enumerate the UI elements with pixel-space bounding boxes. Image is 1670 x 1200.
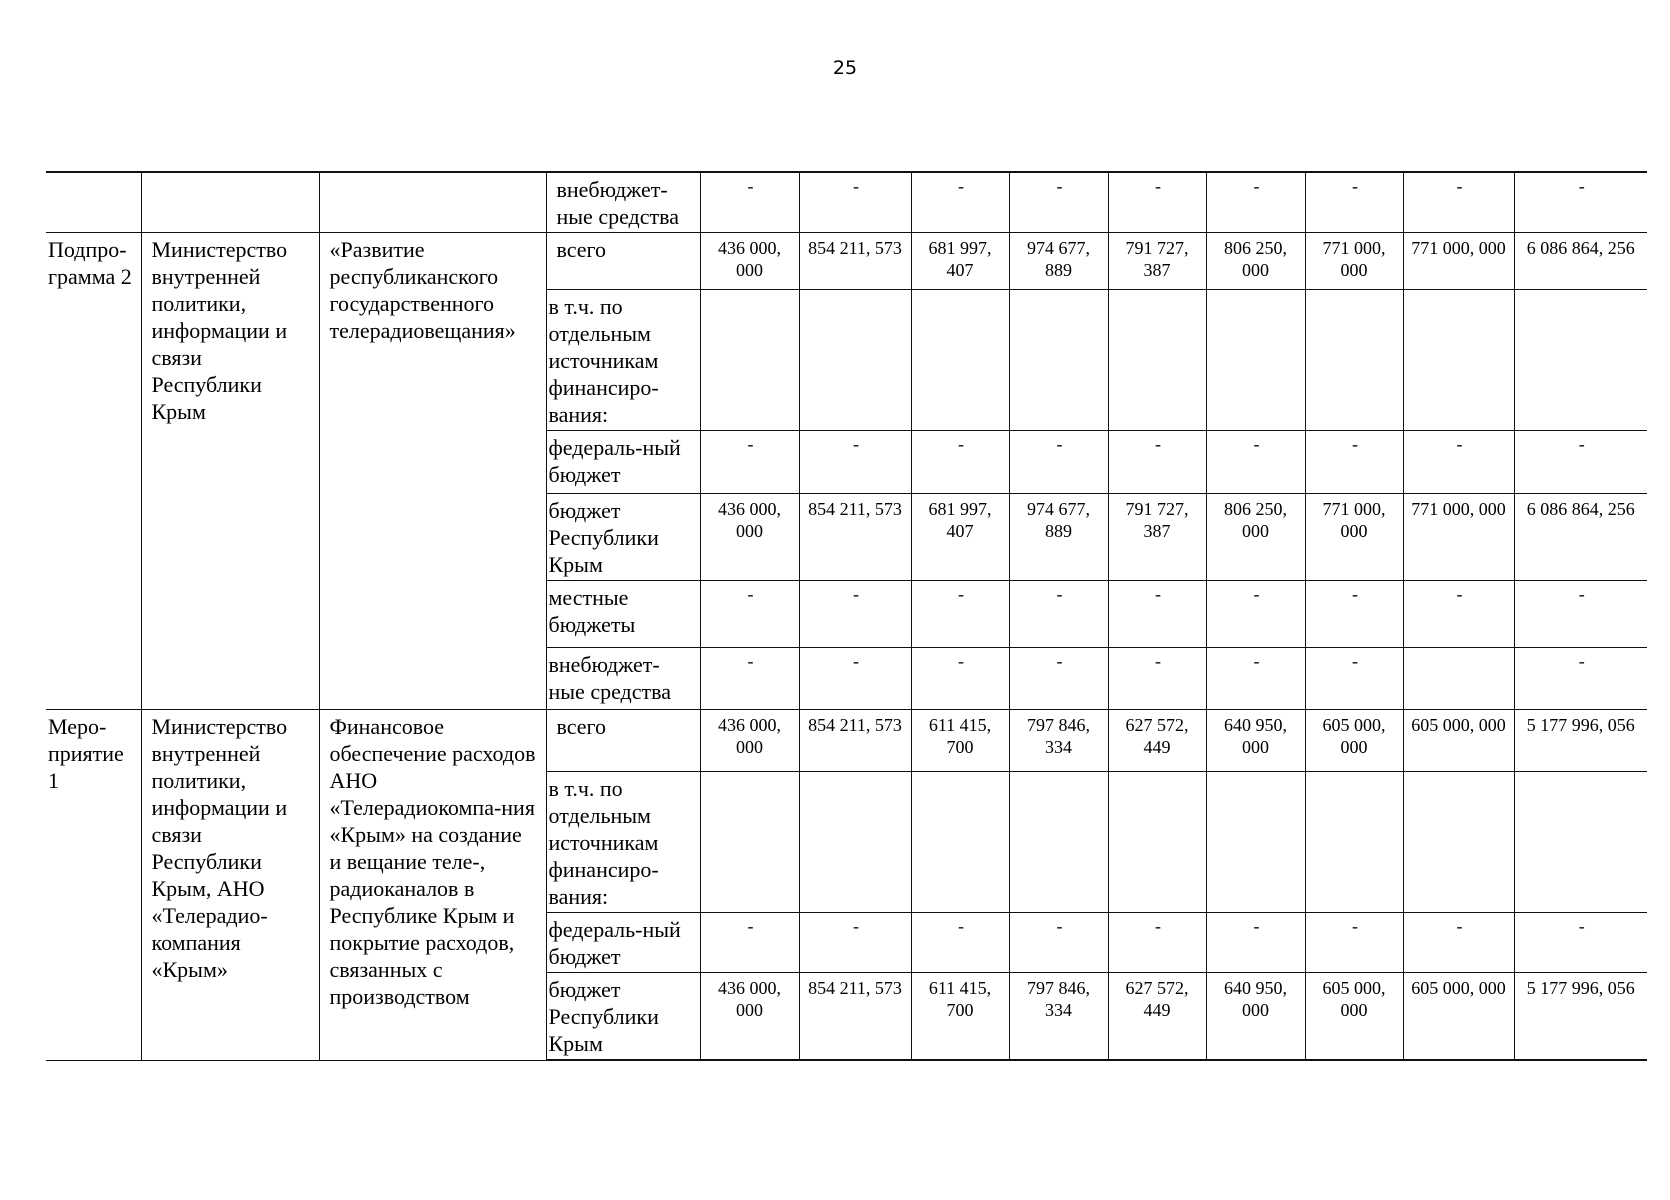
value-cell <box>799 772 911 913</box>
value-cell: - <box>1009 431 1108 494</box>
name-cell <box>319 172 546 233</box>
value-cell <box>1206 772 1305 913</box>
value-cell: 605 000, 000 <box>1403 710 1514 772</box>
value-cell: 791 727, 387 <box>1108 233 1206 290</box>
code-cell <box>46 172 141 233</box>
value-cell <box>1305 772 1403 913</box>
value-cell: - <box>799 913 911 973</box>
value-cell: 627 572, 449 <box>1108 973 1206 1061</box>
value-cell: 681 997, 407 <box>911 233 1009 290</box>
executor-cell <box>141 172 319 233</box>
value-cell: - <box>1514 431 1647 494</box>
source-cell: федераль-ный бюджет <box>546 431 700 494</box>
value-cell: - <box>1108 648 1206 710</box>
value-cell <box>1009 290 1108 431</box>
name-cell: «Развитие республиканского государственного телерадиовещания» <box>319 233 546 710</box>
value-cell <box>700 772 799 913</box>
source-cell: внебюджет-ные средства <box>546 172 700 233</box>
value-cell: - <box>1108 581 1206 648</box>
value-cell: - <box>1305 913 1403 973</box>
value-cell: - <box>700 431 799 494</box>
value-cell: 854 211, 573 <box>799 233 911 290</box>
value-cell: 640 950, 000 <box>1206 710 1305 772</box>
value-cell: 806 250, 000 <box>1206 494 1305 581</box>
source-cell: всего <box>546 710 700 772</box>
value-cell: - <box>1305 431 1403 494</box>
page-number: 25 <box>832 57 858 79</box>
value-cell: - <box>1514 648 1647 710</box>
value-cell: 605 000, 000 <box>1403 973 1514 1061</box>
value-cell: 640 950, 000 <box>1206 973 1305 1061</box>
value-cell: - <box>1009 913 1108 973</box>
value-cell: - <box>1403 431 1514 494</box>
value-cell: 974 677, 889 <box>1009 233 1108 290</box>
value-cell: - <box>1009 648 1108 710</box>
value-cell <box>1009 772 1108 913</box>
source-cell: бюджет Республики Крым <box>546 973 700 1061</box>
value-cell: 771 000, 000 <box>1403 494 1514 581</box>
value-cell: 611 415, 700 <box>911 710 1009 772</box>
value-cell <box>1514 772 1647 913</box>
table-row <box>46 172 1647 233</box>
value-cell: - <box>911 581 1009 648</box>
executor-cell: Министерство внутренней политики, информации и связи Республики Крым, АНО «Телерадио-компания «Крым» <box>141 710 319 1061</box>
value-cell <box>1108 772 1206 913</box>
value-cell <box>700 290 799 431</box>
source-cell: бюджет Республики Крым <box>546 494 700 581</box>
value-cell: 797 846, 334 <box>1009 973 1108 1061</box>
value-cell: - <box>1514 913 1647 973</box>
value-cell: - <box>1206 913 1305 973</box>
value-cell: - <box>1206 172 1305 233</box>
value-cell: 436 000, 000 <box>700 233 799 290</box>
value-cell: - <box>1206 431 1305 494</box>
value-cell: 5 177 996, 056 <box>1514 973 1647 1061</box>
value-cell <box>911 290 1009 431</box>
value-cell: 974 677, 889 <box>1009 494 1108 581</box>
value-cell: - <box>1108 913 1206 973</box>
value-cell: 854 211, 573 <box>799 494 911 581</box>
value-cell: 806 250, 000 <box>1206 233 1305 290</box>
value-cell: - <box>700 913 799 973</box>
value-cell: - <box>911 431 1009 494</box>
value-cell <box>911 772 1009 913</box>
value-cell <box>1206 290 1305 431</box>
value-cell: - <box>1108 431 1206 494</box>
source-cell: всего <box>546 233 700 290</box>
code-cell: Меро-приятие 1 <box>46 710 141 1061</box>
value-cell: 6 086 864, 256 <box>1514 233 1647 290</box>
value-cell: - <box>1403 581 1514 648</box>
value-cell: 771 000, 000 <box>1305 494 1403 581</box>
value-cell: - <box>1514 172 1647 233</box>
value-cell: 854 211, 573 <box>799 710 911 772</box>
value-cell: - <box>1009 172 1108 233</box>
value-cell: - <box>700 648 799 710</box>
value-cell: - <box>799 581 911 648</box>
source-cell: местные бюджеты <box>546 581 700 648</box>
value-cell: 436 000, 000 <box>700 710 799 772</box>
source-cell: внебюджет-ные средства <box>546 648 700 710</box>
value-cell: 5 177 996, 056 <box>1514 710 1647 772</box>
value-cell: 6 086 864, 256 <box>1514 494 1647 581</box>
value-cell: - <box>1206 648 1305 710</box>
value-cell: 627 572, 449 <box>1108 710 1206 772</box>
executor-cell: Министерство внутренней политики, информации и связи Республики Крым <box>141 233 319 710</box>
value-cell <box>1403 772 1514 913</box>
source-cell: федераль-ный бюджет <box>546 913 700 973</box>
value-cell: 771 000, 000 <box>1305 233 1403 290</box>
value-cell <box>799 290 911 431</box>
value-cell: - <box>911 648 1009 710</box>
value-cell <box>1403 648 1514 710</box>
value-cell: - <box>911 172 1009 233</box>
value-cell: - <box>1009 581 1108 648</box>
value-cell: - <box>1305 172 1403 233</box>
value-cell: - <box>1305 648 1403 710</box>
budget-table <box>46 171 1647 1061</box>
value-cell: - <box>1403 172 1514 233</box>
value-cell: - <box>1305 581 1403 648</box>
table-row <box>46 233 1647 290</box>
value-cell: - <box>799 648 911 710</box>
value-cell: 681 997, 407 <box>911 494 1009 581</box>
value-cell: - <box>799 172 911 233</box>
value-cell <box>1305 290 1403 431</box>
value-cell: 791 727, 387 <box>1108 494 1206 581</box>
value-cell: 436 000, 000 <box>700 494 799 581</box>
name-cell: Финансовое обеспечение расходов АНО «Телерадиокомпа-ния «Крым» на создание и вещание теле-, радиоканалов в Республике Крым и покрытие расходов, связанных с производством <box>319 710 546 1061</box>
value-cell <box>1403 290 1514 431</box>
value-cell: - <box>700 581 799 648</box>
value-cell: - <box>1206 581 1305 648</box>
value-cell <box>1108 290 1206 431</box>
value-cell: - <box>700 172 799 233</box>
value-cell: 605 000, 000 <box>1305 710 1403 772</box>
value-cell: - <box>799 431 911 494</box>
value-cell: 854 211, 573 <box>799 973 911 1061</box>
source-cell: в т.ч. по отдельным источникам финансиро-вания: <box>546 290 700 431</box>
code-cell: Подпро-грамма 2 <box>46 233 141 710</box>
value-cell: 436 000, 000 <box>700 973 799 1061</box>
value-cell: - <box>1403 913 1514 973</box>
value-cell: 605 000, 000 <box>1305 973 1403 1061</box>
value-cell <box>1514 290 1647 431</box>
source-cell: в т.ч. по отдельным источникам финансиро-вания: <box>546 772 700 913</box>
value-cell: 611 415, 700 <box>911 973 1009 1061</box>
value-cell: - <box>1514 581 1647 648</box>
value-cell: 797 846, 334 <box>1009 710 1108 772</box>
value-cell: - <box>911 913 1009 973</box>
value-cell: - <box>1108 172 1206 233</box>
table-row <box>46 710 1647 772</box>
value-cell: 771 000, 000 <box>1403 233 1514 290</box>
